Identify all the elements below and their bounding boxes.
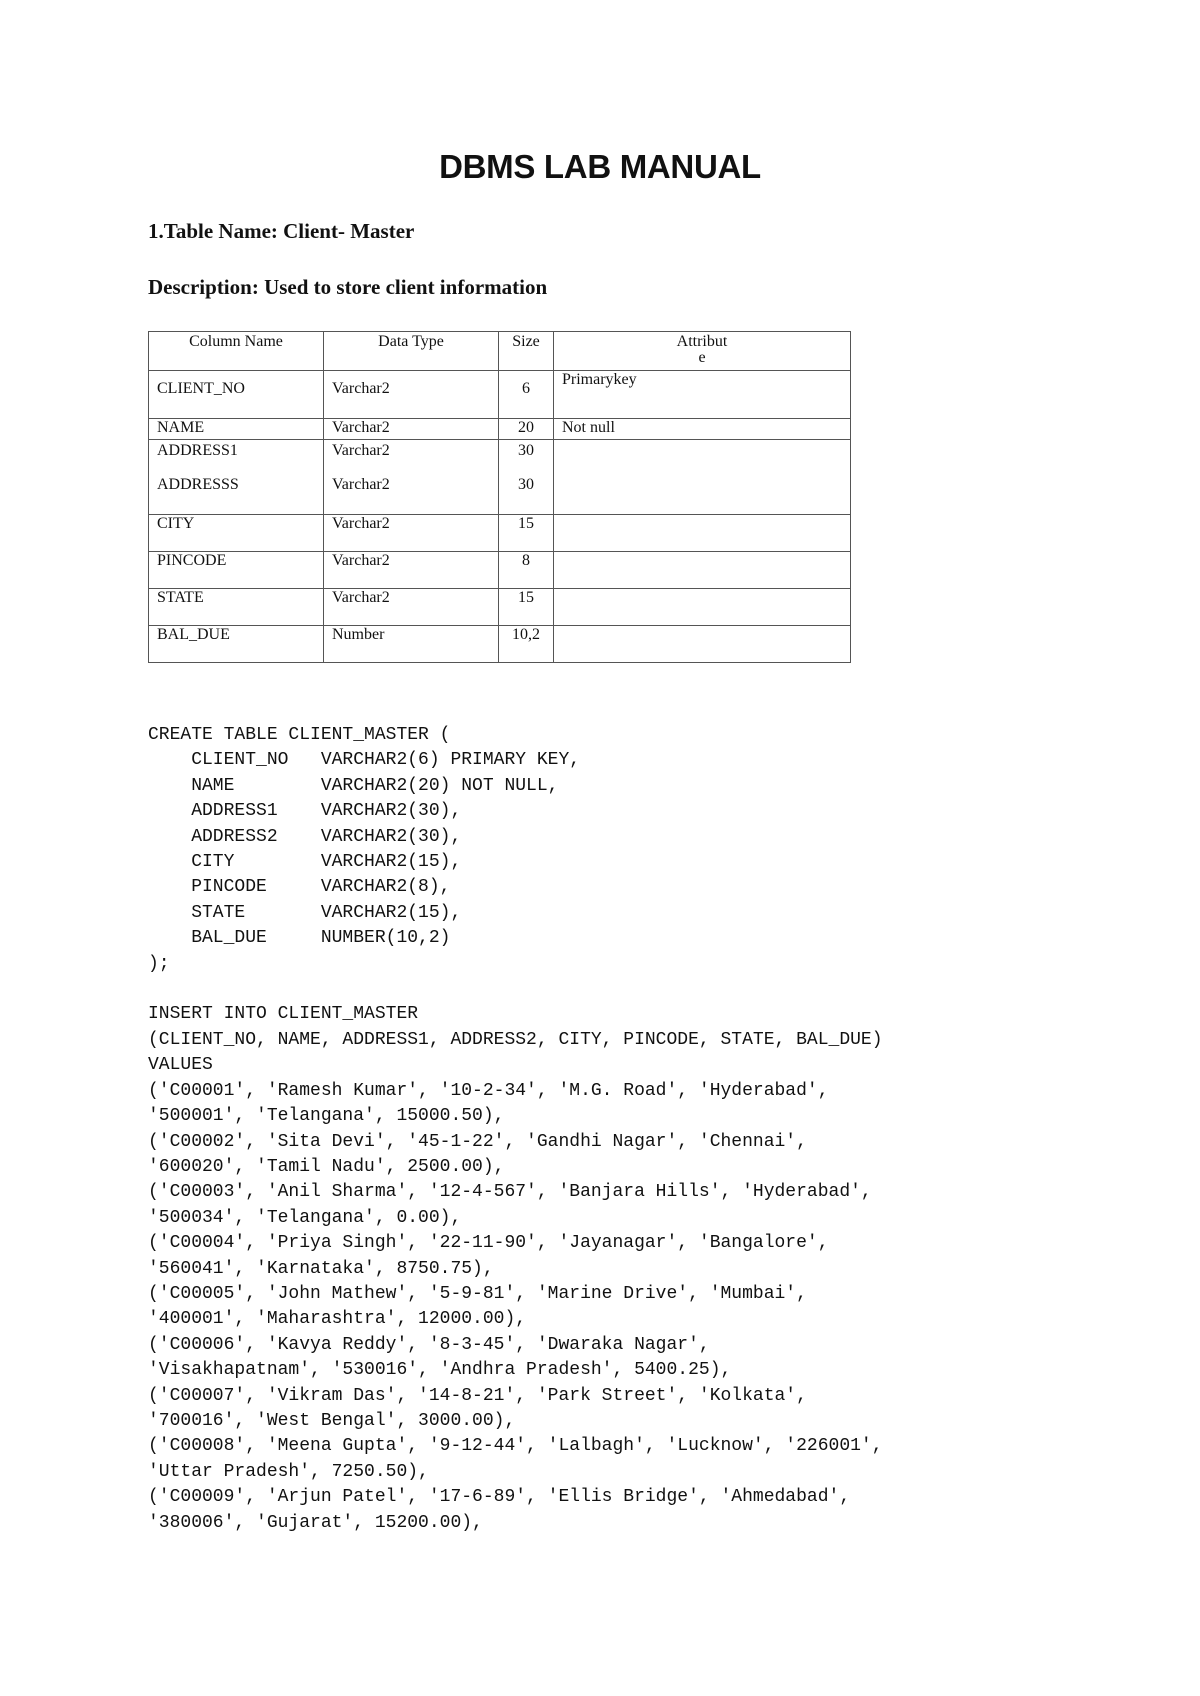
cell-column-name-address2: ADDRESSS bbox=[157, 476, 239, 493]
cell-column-name: BAL_DUE bbox=[149, 626, 324, 663]
cell-column-name: STATE bbox=[149, 589, 324, 626]
cell-size: 15 bbox=[499, 515, 554, 552]
header-data-type: Data Type bbox=[324, 332, 499, 371]
cell-attribute bbox=[554, 515, 851, 552]
header-column-name: Column Name bbox=[149, 332, 324, 371]
header-attribute: Attribut e bbox=[554, 332, 851, 371]
cell-size: 6 bbox=[499, 371, 554, 419]
cell-column-name: NAME bbox=[149, 419, 324, 440]
cell-data-type: Varchar2 bbox=[324, 515, 499, 552]
create-table-statement: CREATE TABLE CLIENT_MASTER ( CLIENT_NO VARCHAR2(6) PRIMARY KEY, NAME VARCHAR2(20) NOT NULL, ADDRESS1 VARCHAR2(30), ADDRESS2 VARCHAR2(30), CITY VARCHAR2(15), PINCODE VARCHAR2(8), STATE VARCHAR2(15), BAL_DUE NUMBER(10,2) ); bbox=[148, 725, 581, 974]
cell-size-address1: 30 bbox=[518, 442, 534, 459]
table-row bbox=[149, 626, 851, 663]
cell-data-type-address1: Varchar2 bbox=[332, 442, 390, 459]
cell-size bbox=[499, 440, 554, 515]
cell-attribute: Primarykey bbox=[554, 371, 851, 419]
cell-size: 8 bbox=[499, 552, 554, 589]
table-name-heading: 1.Table Name: Client- Master bbox=[148, 219, 415, 243]
table-row bbox=[149, 515, 851, 552]
cell-column-name: CLIENT_NO bbox=[149, 371, 324, 419]
table-row bbox=[149, 589, 851, 626]
cell-data-type-address2: Varchar2 bbox=[332, 476, 390, 493]
document-title: DBMS LAB MANUAL bbox=[439, 148, 761, 185]
schema-header-row bbox=[149, 332, 851, 371]
table-row bbox=[149, 552, 851, 589]
cell-column-name bbox=[149, 440, 324, 515]
cell-data-type: Number bbox=[324, 626, 499, 663]
cell-column-name: CITY bbox=[149, 515, 324, 552]
cell-data-type bbox=[324, 440, 499, 515]
cell-attribute bbox=[554, 552, 851, 589]
schema-table bbox=[148, 331, 851, 663]
cell-attribute bbox=[554, 626, 851, 663]
table-row bbox=[149, 440, 851, 515]
cell-size: 20 bbox=[499, 419, 554, 440]
cell-data-type: Varchar2 bbox=[324, 371, 499, 419]
cell-column-name: PINCODE bbox=[149, 552, 324, 589]
cell-size: 15 bbox=[499, 589, 554, 626]
insert-statement: INSERT INTO CLIENT_MASTER (CLIENT_NO, NAME, ADDRESS1, ADDRESS2, CITY, PINCODE, STATE, BAL_DUE) VALUES ('C00001', 'Ramesh Kumar', '10-2-34', 'M.G. Road', 'Hyderabad', '500001', 'Telangana', 15000.50), ('C00002', 'Sita Devi', '45-1-22', 'Gandhi Nagar', 'Chennai', '600020', 'Tamil Nadu', 2500.00), ('C00003', 'Anil Sharma', '12-4-567', 'Banjara Hills', 'Hyderabad', '500034', 'Telangana', 0.00), ('C00004', 'Priya Singh', '22-11-90', 'Jayanagar', 'Bangalore', '560041', 'Karnataka', 8750.75), ('C00005', 'John Mathew', '5-9-81', 'Marine Drive', 'Mumbai', '400001', 'Maharashtra', 12000.00), ('C00006', 'Kavya Reddy', '8-3-45', 'Dwaraka Nagar', 'Visakhapatnam', '530016', 'Andhra Pradesh', 5400.25), ('C00007', 'Vikram Das', '14-8-21', 'Park Street', 'Kolkata', '700016', 'West Bengal', 3000.00), ('C00008', 'Meena Gupta', '9-12-44', 'Lalbagh', 'Lucknow', '226001', 'Uttar Pradesh', 7250.50), ('C00009', 'Arjun Patel', '17-6-89', 'Ellis Bridge', 'Ahmedabad', '380006', 'Gujarat', 15200.00), bbox=[148, 1004, 883, 1533]
cell-attribute bbox=[554, 589, 851, 626]
sql-code-block bbox=[148, 723, 883, 1536]
table-description: Description: Used to store client information bbox=[148, 275, 548, 299]
cell-attribute bbox=[554, 440, 851, 515]
cell-data-type: Varchar2 bbox=[324, 552, 499, 589]
header-size: Size bbox=[499, 332, 554, 371]
cell-data-type: Varchar2 bbox=[324, 589, 499, 626]
cell-size-address2: 30 bbox=[518, 476, 534, 493]
cell-data-type: Varchar2 bbox=[324, 419, 499, 440]
cell-size: 10,2 bbox=[499, 626, 554, 663]
table-row bbox=[149, 371, 851, 419]
cell-column-name-address1: ADDRESS1 bbox=[157, 442, 238, 459]
table-row bbox=[149, 419, 851, 440]
cell-attribute: Not null bbox=[554, 419, 851, 440]
